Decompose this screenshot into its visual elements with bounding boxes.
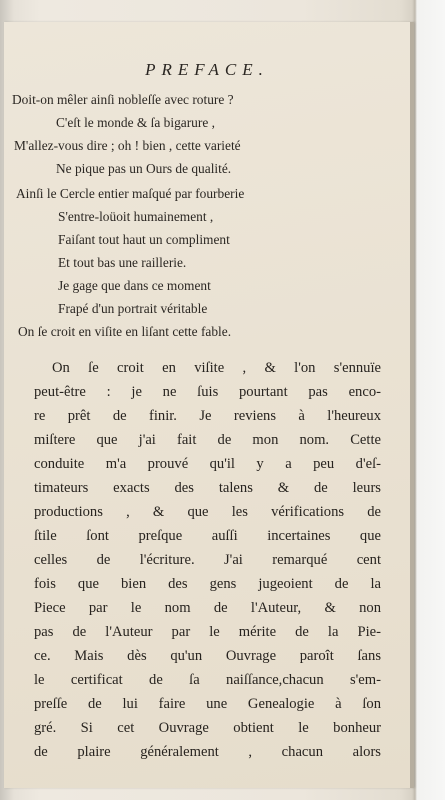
- running-header: PREFACE.: [145, 60, 269, 79]
- verse-line: Ainſi le Cercle entier maſqué par fourberie: [16, 186, 245, 201]
- verse-line: Et tout bas une raillerie.: [58, 255, 187, 270]
- verse-line: Doit-on mêler ainſi nobleſſe avec roture ?: [12, 92, 234, 107]
- prose-line: Piece par le nom de l'Auteur, & non: [34, 600, 381, 616]
- prose-line: timateurs exacts des talens & de leurs: [34, 480, 381, 496]
- prose-line: preſſe de lui faire une Genealogie à ſon: [34, 696, 381, 712]
- verse-line: C'eſt le monde & ſa bigarure ,: [56, 115, 215, 130]
- prose-line: re prêt de finir. Je reviens à l'heureux: [34, 408, 381, 424]
- verse-line: M'allez-vous dire ; oh ! bien , cette varieté: [14, 138, 241, 153]
- prose-line: conduite m'a prouvé qu'il y a peu d'eſ-: [34, 456, 381, 472]
- prose-line: de plaire généralement , chacun alors: [34, 744, 381, 760]
- verse-line: On ſe croit en viſite en liſant cette fable.: [18, 324, 232, 339]
- prose-line: gré. Si cet Ouvrage obtient le bonheur: [34, 720, 381, 736]
- prose-line: ſtile ſont preſque auſſi incertaines que: [34, 528, 381, 544]
- prose-line: celles de l'écriture. J'ai remarqué cent: [34, 552, 381, 568]
- prose-line: le certificat de ſa naiſſance,chacun s'em-: [34, 672, 381, 688]
- verse-line: Ne pique pas un Ours de qualité.: [56, 161, 232, 176]
- verse-line: S'entre-loüoit humainement ,: [58, 209, 214, 224]
- verse-line: Je gage que dans ce moment: [58, 278, 211, 293]
- prose-line: peut-être : je ne ſuis pourtant pas enco-: [34, 384, 381, 400]
- verse-line: Faiſant tout haut un compliment: [58, 232, 230, 247]
- prose-line: On ſe croit en viſite , & l'on s'ennuïe: [52, 360, 381, 376]
- prose-line: productions , & que les vérifications de: [34, 504, 381, 520]
- verse-line: Frapé d'un portrait véritable: [58, 301, 208, 316]
- prose-line: pas de l'Auteur par le mérite de la Pie-: [34, 624, 381, 640]
- prose-line: miſtere que j'ai fait de mon nom. Cette: [34, 432, 381, 448]
- prose-line: fois que bien des gens jugeoient de la: [34, 576, 381, 592]
- page-edge: [410, 22, 414, 788]
- prose-line: ce. Mais dès qu'un Ouvrage paroît ſans: [34, 648, 381, 664]
